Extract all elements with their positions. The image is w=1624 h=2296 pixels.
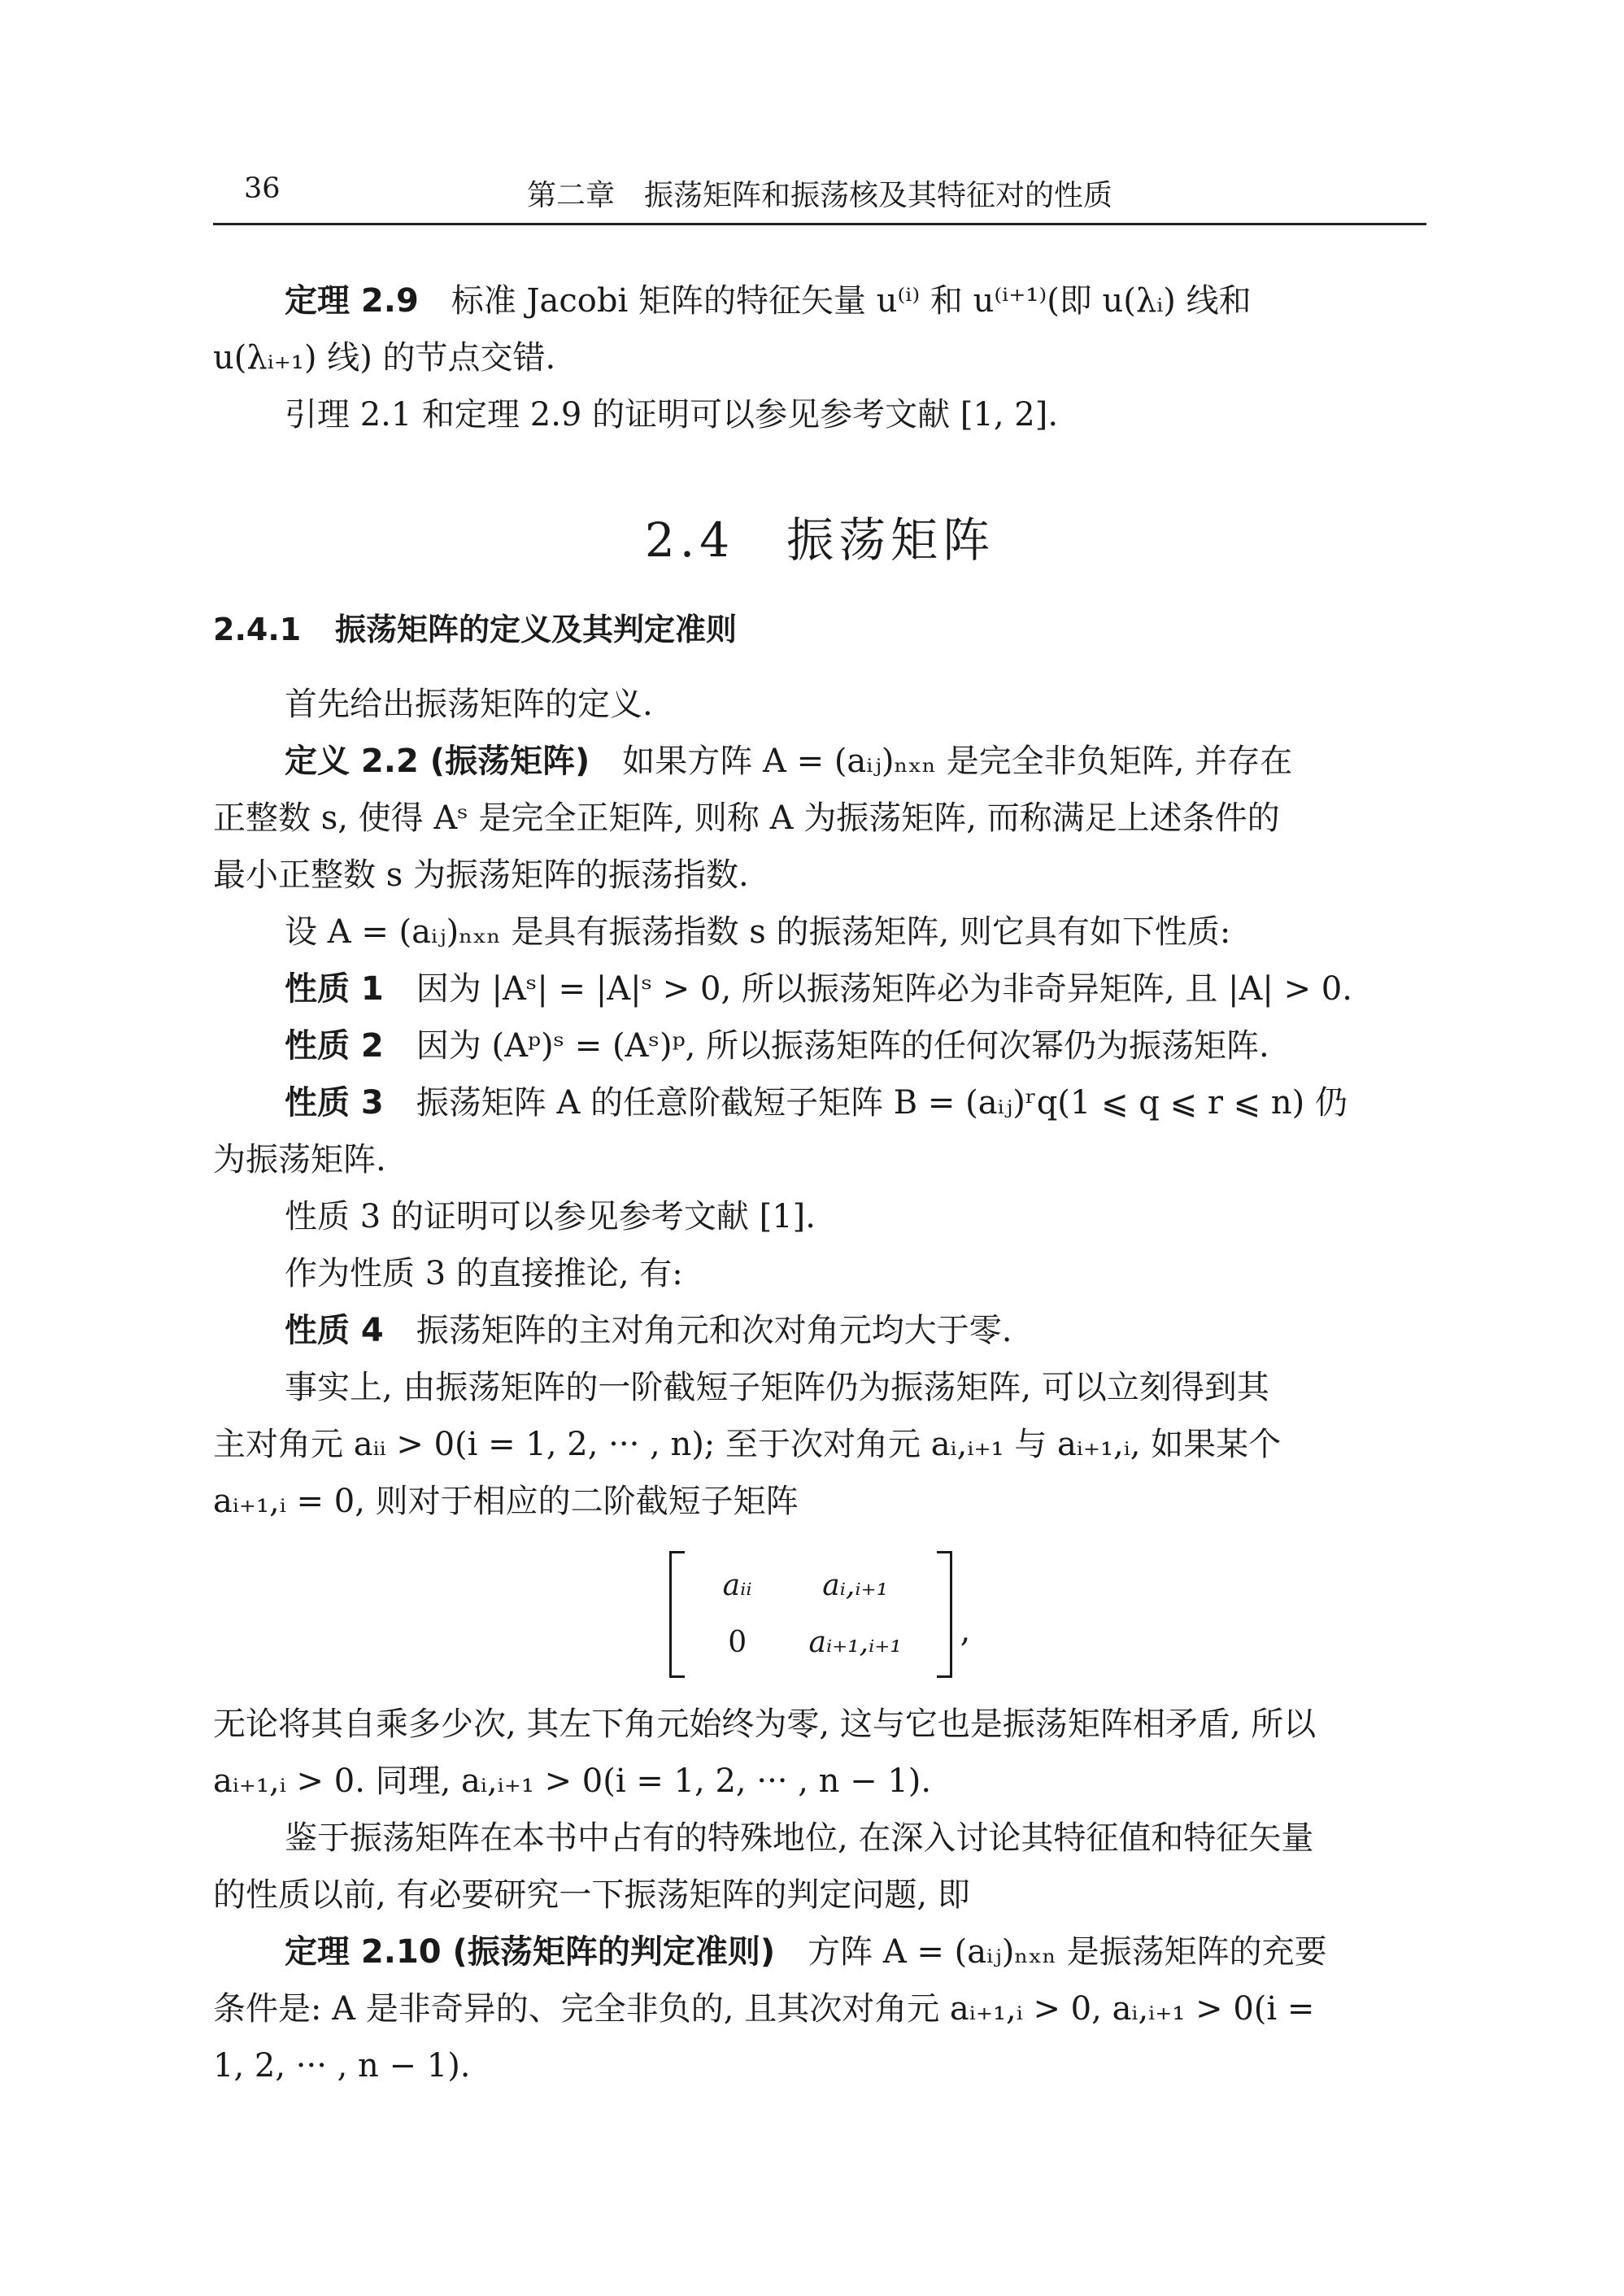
intro-paragraph: 首先给出振荡矩阵的定义. — [285, 686, 653, 723]
property-text: 振荡矩阵的主对角元和次对角元均大于零. — [416, 1312, 1012, 1349]
matrix-entry-11: aᵢᵢ — [722, 1569, 752, 1602]
matrix-entry-22: aᵢ₊₁,ᵢ₊₁ — [808, 1626, 902, 1659]
property-3 — [213, 1074, 1426, 1131]
section-title: 2.4 振荡矩阵 — [644, 512, 995, 568]
theorem-2-9-cont: u(λᵢ₊₁) 线) 的节点交错. — [213, 339, 556, 377]
motivation-line1: 鉴于振荡矩阵在本书中占有的特殊地位, 在深入讨论其特征值和特征矢量 — [285, 1819, 1314, 1857]
proof-reference: 引理 2.1 和定理 2.9 的证明可以参见参考文献 [1, 2]. — [285, 396, 1059, 433]
header-rule — [213, 223, 1426, 225]
page-body — [213, 272, 1426, 2094]
property-label: 性质 3 — [285, 1084, 384, 1122]
matrix-entry-21: 0 — [728, 1626, 747, 1659]
property-2 — [213, 1017, 1426, 1074]
subsection-heading — [213, 601, 1426, 658]
definition-2-2-line3: 最小正整数 s 为振荡矩阵的振荡指数. — [213, 856, 749, 894]
after-matrix-line1: 无论将其自乘多少次, 其左下角元始终为零, 这与它也是振荡矩阵相矛盾, 所以 — [213, 1706, 1317, 1743]
definition-2-2-line2: 正整数 s, 使得 Aˢ 是完全正矩阵, 则称 A 为振荡矩阵, 而称满足上述条件的 — [213, 799, 1280, 837]
subsection-number: 2.4.1 — [213, 612, 302, 647]
theorem-2-10-line2: 条件是: A 是非奇异的、完全非负的, 且其次对角元 aᵢ₊₁,ᵢ > 0, aᵢ,ᵢ₊₁ > 0(i = — [213, 1990, 1315, 2028]
theorem-label: 定理 2.9 — [285, 282, 419, 320]
property-text: 因为 (Aᵖ)ˢ = (Aˢ)ᵖ, 所以振荡矩阵的任何次幂仍为振荡矩阵. — [416, 1027, 1269, 1065]
property-label: 性质 2 — [285, 1027, 384, 1065]
property-4 — [213, 1302, 1426, 1359]
display-matrix — [213, 1551, 1426, 1678]
page-number: 36 — [244, 172, 281, 205]
left-bracket — [669, 1551, 685, 1678]
subsection-title: 振荡矩阵的定义及其判定准则 — [335, 612, 738, 647]
definition-text: 如果方阵 A = (aᵢⱼ)ₙₓₙ 是完全非负矩阵, 并存在 — [622, 743, 1293, 780]
property-label: 性质 1 — [285, 970, 384, 1008]
theorem-text: 方阵 A = (aᵢⱼ)ₙₓₙ 是振荡矩阵的充要 — [808, 1933, 1327, 1971]
setup-paragraph: 设 A = (aᵢⱼ)ₙₓₙ 是具有振荡指数 s 的振荡矩阵, 则它具有如下性质: — [285, 913, 1231, 951]
theorem-2-9 — [213, 272, 1426, 329]
property-label: 性质 4 — [285, 1312, 384, 1349]
property-text: 振荡矩阵 A 的任意阶截短子矩阵 B = (aᵢⱼ)ʳq(1 ⩽ q ⩽ r ⩽ n) 仍 — [416, 1084, 1348, 1122]
page-header — [213, 169, 1426, 218]
right-bracket — [937, 1551, 952, 1678]
fact-paragraph-line1: 事实上, 由振荡矩阵的一阶截短子矩阵仍为振荡矩阵, 可以立刻得到其 — [285, 1369, 1269, 1406]
property-1 — [213, 961, 1426, 1017]
matrix-2x2 — [669, 1551, 971, 1678]
matrix-entry-12: aᵢ,ᵢ₊₁ — [822, 1569, 889, 1602]
definition-label: 定义 2.2 (振荡矩阵) — [285, 743, 590, 780]
property-3-reference: 性质 3 的证明可以参见参考文献 [1]. — [285, 1198, 816, 1235]
definition-2-2 — [213, 733, 1426, 790]
property-text: 因为 |Aˢ| = |A|ˢ > 0, 所以振荡矩阵必为非奇异矩阵, 且 |A| > 0. — [416, 970, 1352, 1008]
running-title: 第二章 振荡矩阵和振荡核及其特征对的性质 — [526, 179, 1112, 212]
theorem-2-10-line3: 1, 2, ··· , n − 1). — [213, 2047, 471, 2085]
fact-paragraph-line3: aᵢ₊₁,ᵢ = 0, 则对于相应的二阶截短子矩阵 — [213, 1483, 799, 1520]
theorem-label: 定理 2.10 (振荡矩阵的判定准则) — [285, 1933, 776, 1971]
corollary-intro: 作为性质 3 的直接推论, 有: — [285, 1255, 683, 1292]
matrix-entries — [685, 1561, 937, 1668]
theorem-text: 标准 Jacobi 矩阵的特征矢量 u⁽ⁱ⁾ 和 u⁽ⁱ⁺¹⁾(即 u(λᵢ) 线和 — [451, 282, 1252, 320]
theorem-2-10 — [213, 1923, 1426, 1980]
motivation-line2: 的性质以前, 有必要研究一下振荡矩阵的判定问题, 即 — [213, 1876, 970, 1914]
property-3-cont: 为振荡矩阵. — [213, 1141, 386, 1178]
fact-paragraph-line2: 主对角元 aᵢᵢ > 0(i = 1, 2, ··· , n); 至于次对角元 aᵢ,ᵢ₊₁ 与 aᵢ₊₁,ᵢ, 如果某个 — [213, 1426, 1282, 1463]
after-matrix-line2: aᵢ₊₁,ᵢ > 0. 同理, aᵢ,ᵢ₊₁ > 0(i = 1, 2, ··· , n − 1). — [213, 1762, 932, 1800]
matrix-comma: , — [960, 1612, 971, 1649]
